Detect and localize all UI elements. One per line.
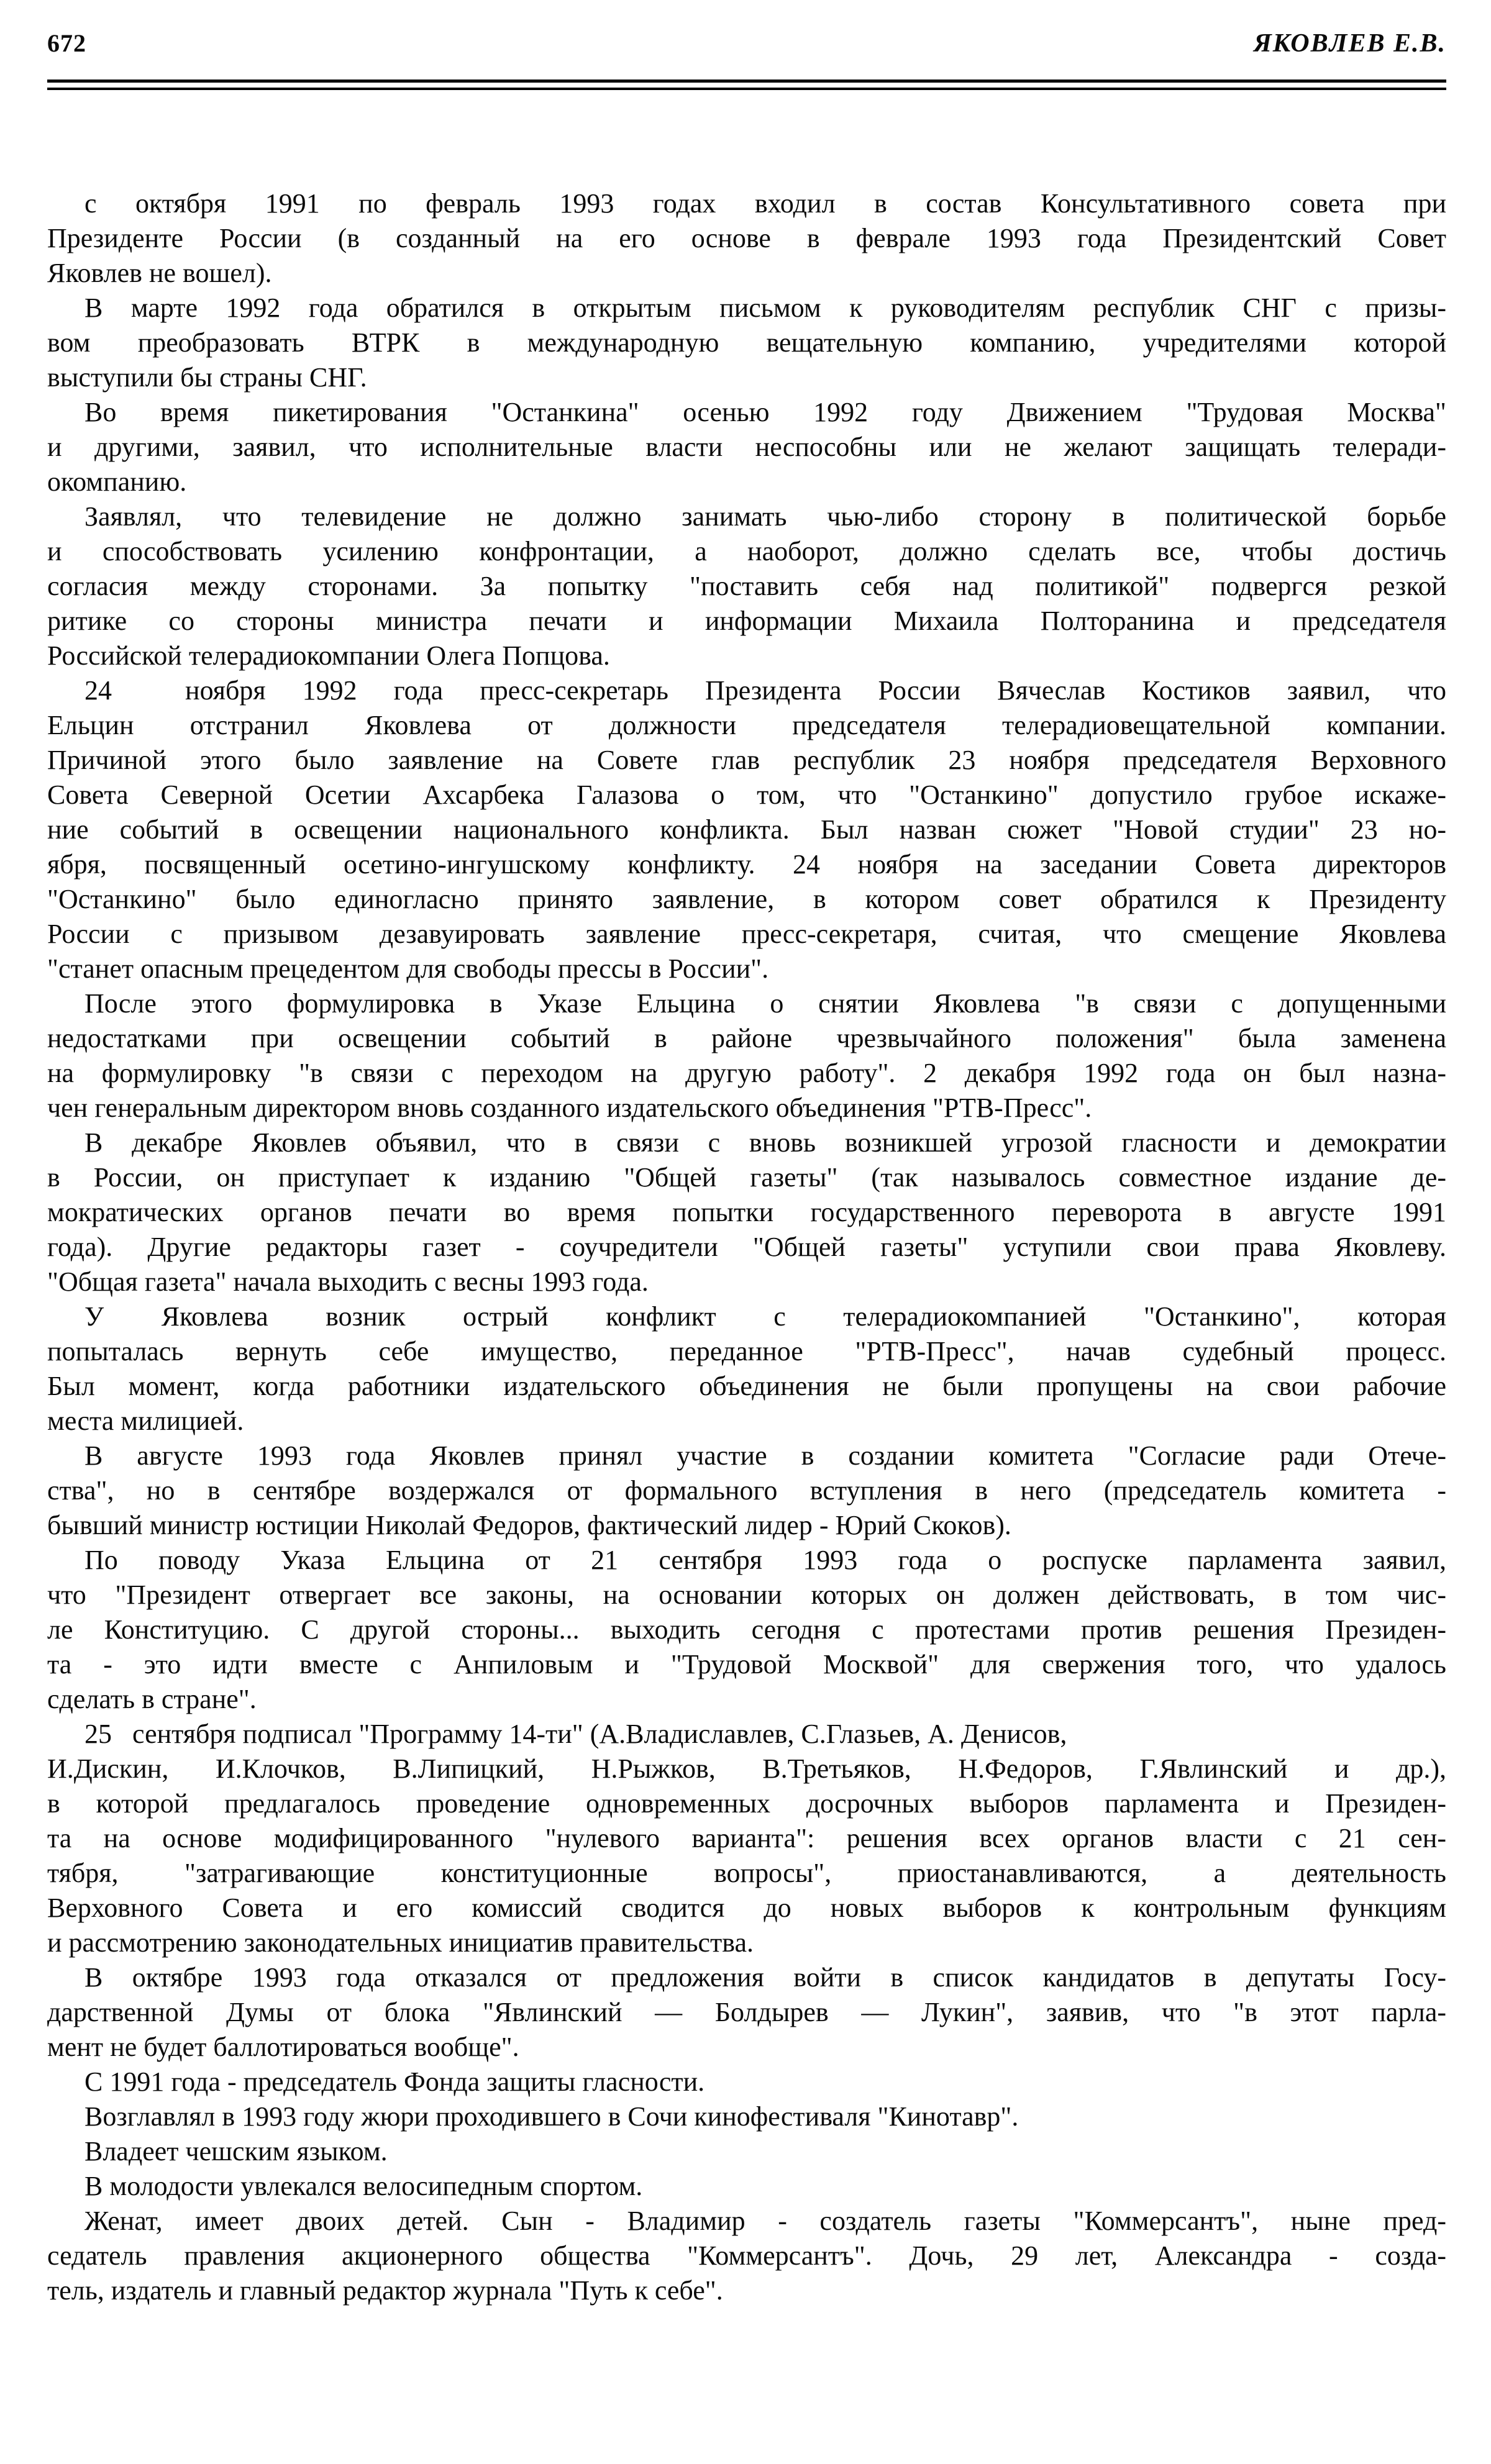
paragraph — [47, 1543, 1446, 1717]
text-line: та на основе модифицированного "нулевого варианта": решения всех органов власти с 21 сен- — [47, 1823, 1446, 1853]
text-line: в России, он приступает к изданию "Общей газеты" (так называлось совместное издание де- — [47, 1162, 1446, 1193]
text-line: Верховного Совета и его комиссий сводится до новых выборов к контрольным функциям — [47, 1893, 1446, 1923]
paragraph — [47, 499, 1446, 673]
text-line: После этого формулировка в Указе Ельцина о снятии Яковлева "в связи с допущенными — [84, 988, 1446, 1019]
paragraph — [47, 1439, 1446, 1543]
paragraph — [47, 291, 1446, 395]
text-line: бывший министр юстиции Николай Федоров, фактический лидер - Юрий Скоков). — [47, 1510, 1011, 1540]
running-head-title: ЯКОВЛЕВ Е.В. — [1253, 29, 1446, 58]
text-line: ние событий в освещении национального конфликта. Был назван сюжет "Новой студии" 23 но- — [47, 814, 1446, 845]
text-line: В марте 1992 года обратился в открытым письмом к руководителям республик СНГ с призы- — [84, 293, 1446, 323]
text-line: в которой предлагалось проведение одновременных досрочных выборов парламента и Президен- — [47, 1788, 1446, 1819]
text-line: 25 сентября подписал "Программу 14-ти" (А.Владиславлев, С.Глазьев, А. Денисов, — [84, 1719, 1067, 1749]
text-line: года). Другие редакторы газет - соучредители "Общей газеты" уступили свои права Яковлеву. — [47, 1232, 1446, 1262]
text-line: 24 ноября 1992 года пресс-секретарь Президента России Вячеслав Костиков заявил, что — [84, 675, 1446, 706]
paragraph — [47, 2169, 1446, 2204]
text-line: Президенте России (в созданный на его основе в феврале 1993 года Президентский Совет — [47, 223, 1446, 253]
text-line: С 1991 года - председатель Фонда защиты гласности. — [84, 2066, 705, 2097]
text-line: что "Президент отвергает все законы, на основании которых он должен действовать, в том чис- — [47, 1580, 1446, 1610]
paragraph — [47, 2099, 1446, 2134]
text-line: В августе 1993 года Яковлев принял участие в создании комитета "Согласие ради Отече- — [84, 1440, 1446, 1471]
text-line: ле Конституцию. С другой стороны... выходить сегодня с протестами против решения Президен- — [47, 1614, 1446, 1645]
text-line: Женат, имеет двоих детей. Сын - Владимир - создатель газеты "Коммерсантъ", ныне пред- — [84, 2206, 1446, 2236]
paragraph — [47, 1717, 1446, 1752]
text-line: Ельцин отстранил Яковлева от должности председателя телерадиовещательной компании. — [47, 710, 1446, 740]
text-line: дарственной Думы от блока "Явлинский — Болдырев — Лукин", заявив, что "в этот парла- — [47, 1997, 1446, 2027]
paragraph — [47, 2204, 1446, 2308]
text-line: на формулировку "в связи с переходом на другую работу". 2 декабря 1992 года он был назна- — [47, 1058, 1446, 1088]
text-line: ября, посвященный осетино-ингушскому конфликту. 24 ноября на заседании Совета директоров — [47, 849, 1446, 880]
text-line: Во время пикетирования "Останкина" осенью 1992 году Движением "Трудовая Москва" — [84, 397, 1446, 427]
text-line: По поводу Указа Ельцина от 21 сентября 1993 года о роспуске парламента заявил, — [84, 1545, 1446, 1575]
running-header — [47, 19, 1446, 58]
paragraph — [47, 1752, 1446, 1960]
text-line: "станет опасным прецедентом для свободы прессы в России". — [47, 953, 769, 984]
text-line: "Общая газета" начала выходить с весны 1993 года. — [47, 1266, 649, 1297]
text-line: и рассмотрению законодательных инициатив правительства. — [47, 1927, 754, 1958]
text-line: и другими, заявил, что исполнительные власти неспособны или не желают защищать телеради- — [47, 432, 1446, 462]
text-line: В молодости увлекался велосипедным спортом. — [84, 2171, 643, 2201]
text-line: Владеет чешским языком. — [84, 2136, 388, 2166]
text-line: Заявлял, что телевидение не должно занимать чью-либо сторону в политической борьбе — [84, 501, 1446, 532]
paragraph — [47, 186, 1446, 291]
paragraph — [47, 1125, 1446, 1299]
text-line: тября, "затрагивающие конституционные вопросы", приостанавливаются, а деятельность — [47, 1858, 1446, 1888]
text-line: вом преобразовать ВТРК в международную вещательную компанию, учредителями которой — [47, 327, 1446, 358]
text-line: "Останкино" было единогласно принято заявление, в котором совет обратился к Президенту — [47, 884, 1446, 914]
page-number: 672 — [47, 29, 86, 57]
text-line: тель, издатель и главный редактор журнала "Путь к себе". — [47, 2275, 723, 2306]
header-double-rule — [47, 80, 1446, 90]
text-line: Яковлев не вошел). — [47, 258, 272, 288]
text-line: окомпанию. — [47, 466, 187, 497]
text-line: ства", но в сентябре воздержался от формального вступления в него (председатель комитета - — [47, 1475, 1446, 1506]
text-line: мент не будет баллотироваться вообще". — [47, 2032, 519, 2062]
text-line: попыталась вернуть себе имущество, переданное "РТВ-Пресс", начав судебный процесс. — [47, 1336, 1446, 1366]
text-line: И.Дискин, И.Клочков, В.Липицкий, Н.Рыжков, В.Третьяков, Н.Федоров, Г.Явлинский и др.), — [47, 1753, 1446, 1784]
paragraph — [47, 1960, 1446, 2065]
text-line: выступили бы страны СНГ. — [47, 362, 367, 393]
text-line: с октября 1991 по февраль 1993 годах входил в состав Консультативного совета при — [84, 188, 1446, 219]
text-line: седатель правления акционерного общества "Коммерсантъ". Дочь, 29 лет, Александра - созда- — [47, 2240, 1446, 2271]
paragraph — [47, 395, 1446, 499]
text-line: В октябре 1993 года отказался от предложения войти в список кандидатов в депутаты Госу- — [84, 1962, 1446, 1993]
text-line: У Яковлева возник острый конфликт с телерадиокомпанией "Останкино", которая — [84, 1301, 1446, 1332]
text-line: ритике со стороны министра печати и информации Михаила Полторанина и председателя — [47, 606, 1446, 636]
text-line: Причиной этого было заявление на Совете глав республик 23 ноября председателя Верховного — [47, 745, 1446, 775]
text-line: В декабре Яковлев объявил, что в связи с вновь возникшей угрозой гласности и демократии — [84, 1127, 1446, 1158]
text-line: России с призывом дезавуировать заявление пресс-секретаря, считая, что смещение Яковлева — [47, 919, 1446, 949]
text-line: сделать в стране". — [47, 1684, 257, 1714]
text-line: чен генеральным директором вновь созданного издательского объединения "РТВ-Пресс". — [47, 1093, 1092, 1123]
paragraph — [47, 2065, 1446, 2099]
text-line: Российской телерадиокомпании Олега Попцова. — [47, 640, 610, 671]
body-text — [47, 186, 1446, 2308]
text-line: места милицией. — [47, 1406, 244, 1436]
paragraph — [47, 1299, 1446, 1439]
text-line: Возглавлял в 1993 году жюри проходившего в Сочи кинофестиваля "Кинотавр". — [84, 2101, 1019, 2132]
text-line: согласия между сторонами. За попытку "поставить себя над политикой" подвергся резкой — [47, 571, 1446, 601]
text-line: недостатками при освещении событий в районе чрезвычайного положения" была заменена — [47, 1023, 1446, 1053]
text-line: мократических органов печати во время попытки государственного переворота в августе 1991 — [47, 1197, 1446, 1227]
paragraph — [47, 986, 1446, 1125]
paragraph — [47, 673, 1446, 986]
text-line: та - это идти вместе с Анпиловым и "Трудовой Москвой" для свержения того, что удалось — [47, 1649, 1446, 1680]
paragraph — [47, 2134, 1446, 2169]
text-line: Совета Северной Осетии Ахсарбека Галазова о том, что "Останкино" допустило грубое искаже- — [47, 780, 1446, 810]
text-line: и способствовать усилению конфронтации, а наоборот, должно сделать все, чтобы достичь — [47, 536, 1446, 566]
text-line: Был момент, когда работники издательского объединения не были пропущены на свои рабочие — [47, 1371, 1446, 1401]
